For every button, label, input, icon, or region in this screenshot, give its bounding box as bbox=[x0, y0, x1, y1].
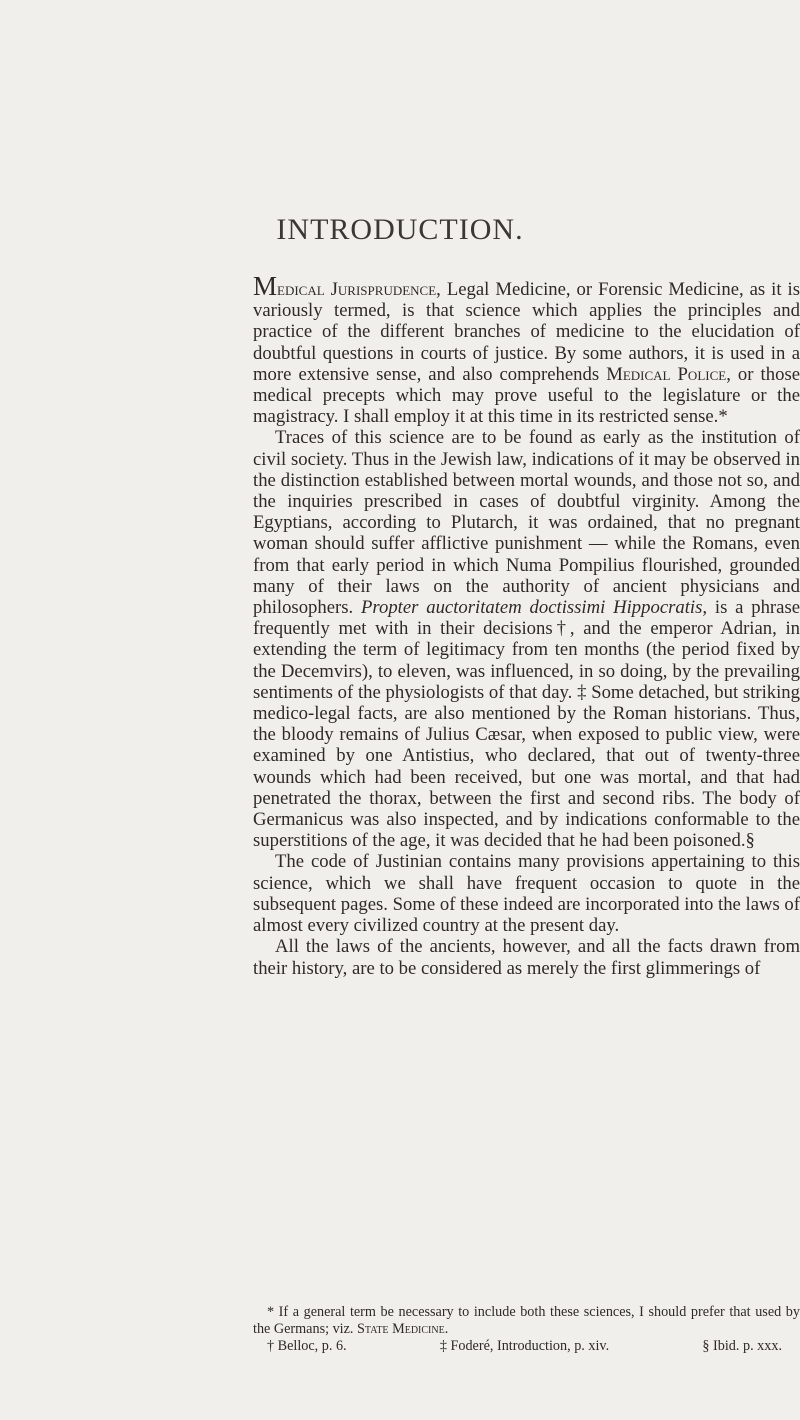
drop-cap: M bbox=[253, 271, 278, 301]
paragraph-2-text-b: is a phrase frequently met with in their decisions†, and the emperor Adrian, in extending the term of legitimacy from ten months (the period fixed by the Decemvirs), to eleven, was influenced, in so doing, by the prevailing sentiments of the physiologists of that day. ‡ Some detached, but striking medico-legal facts, are also mentioned by the Roman historians. Thus, the bloody remains of Julius Cæsar, when exposed to public view, were examined by one Antistius, who declared, that out of twenty-three wounds which had been received, but one was mortal, and that had penetrated the thorax, between the first and second ribs. The body of Germanicus was also inspected, and by indications conformable to the superstitions of the age, it was decided that he had been poisoned.§ bbox=[253, 597, 800, 852]
footnote-dagger: † Belloc, p. 6. bbox=[267, 1338, 347, 1354]
paragraph-1-text-a: , Legal Medicine, or Forensic Medicine, as it is variously termed, is that science which applies the principles and practice of the different branches of medicine to the elucidation of doubtful questions in courts of justice. By some authors, it is used in a more extensive sense, and also comprehends bbox=[253, 279, 800, 385]
paragraph-2 bbox=[253, 427, 800, 851]
paragraph-4: All the laws of the ancients, however, and all the facts drawn from their history, are to be considered as merely the first glimmerings of bbox=[253, 936, 800, 979]
paragraph-3: The code of Justinian contains many provisions appertaining to this science, which we shall have frequent occasion to quote in the subsequent pages. Some of these indeed are incorporated into the laws of almost every civilized country at the present day. bbox=[253, 851, 800, 937]
footnote-double-dagger: ‡ Foderé, Introduction, p. xiv. bbox=[439, 1338, 610, 1354]
page-title: INTRODUCTION. bbox=[276, 213, 524, 246]
body-text bbox=[253, 271, 800, 979]
term-medical-police: Medical Police bbox=[606, 363, 727, 385]
paragraph-1-text-b: , or those medical precepts which may prove useful to the legislature or the magistracy. I shall employ it at this time in its restricted sense.* bbox=[253, 363, 800, 428]
footnote-section: § Ibid. p. xxx. bbox=[702, 1338, 782, 1354]
footnote-row bbox=[253, 1338, 800, 1355]
footnote-star-end: . bbox=[444, 1321, 449, 1337]
term-medical-jurisprudence: edical Jurisprudence bbox=[277, 279, 437, 300]
footnotes bbox=[253, 1304, 800, 1355]
footnote-star-text: * If a general term be necessary to include both these sciences, I should prefer that used by the Germans; viz. bbox=[253, 1304, 800, 1337]
paragraph-2-text-a: Traces of this science are to be found as early as the institution of civil society. Thus in the Jewish law, indications of it may be observed in the distinction established between mortal wounds, and those not so, and the inquiries prescribed in cases of doubtful virginity. Among the Egyptians, according to Plutarch, it was ordained, that no pregnant woman should suffer afflictive punishment — while the Romans, even from that early period in which Numa Pompilius flourished, grounded many of their laws on the authority of ancient physicians and philosophers. bbox=[253, 427, 800, 619]
footnote-star-term: State Medicine bbox=[357, 1321, 445, 1337]
latin-phrase: Propter auctoritatem doctissimi Hippocratis, bbox=[360, 597, 708, 619]
paragraph-1 bbox=[253, 271, 800, 428]
footnote-star bbox=[253, 1304, 800, 1338]
